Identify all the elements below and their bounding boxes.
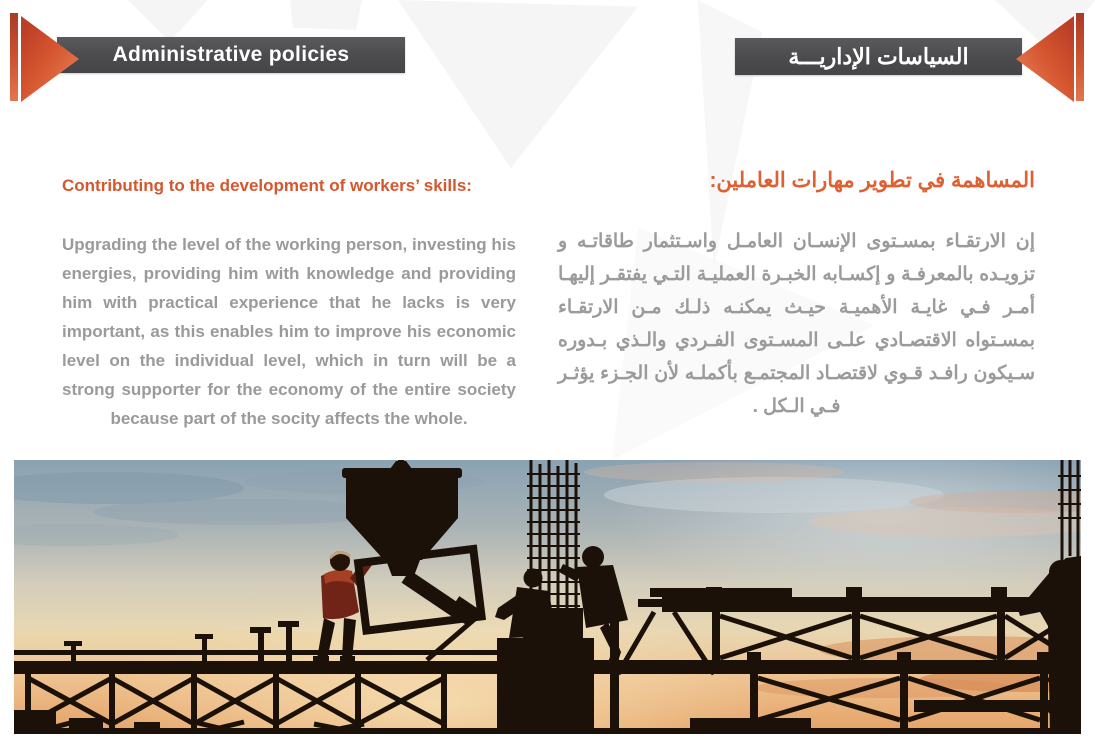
watermark-triangle [398, 0, 638, 168]
construction-photo [14, 460, 1081, 734]
arabic-heading: المساهمة في تطوير مهارات العاملين: [709, 169, 1035, 192]
chevron-arrow-bar-left-icon [10, 13, 18, 101]
header-banner-english-label: Administrative policies [112, 43, 350, 66]
construction-photo-svg [14, 460, 1081, 734]
watermark-shape [290, 0, 362, 30]
chevron-arrow-left-icon [21, 16, 79, 102]
english-paragraph: Upgrading the level of the working person, investing his energies, providing him with knowledge and providing him with practical experience that he lacks is very important, as this enables him to improve his economic level on the individual level, which in turn will be a strong supporter for the economy of the entire society because part of the socity affects the whole. [62, 235, 516, 428]
english-section [62, 176, 516, 433]
header-banner-arabic-label: السياسات الإداريـــة [788, 43, 969, 69]
header-banner-english [57, 37, 405, 73]
watermark-triangle [128, 0, 208, 42]
header-banner-arabic [735, 38, 1022, 75]
english-heading: Contributing to the development of workers’ skills: [62, 176, 472, 195]
arabic-paragraph: إن الارتقـاء بمسـتوى الإنسـان العامـل واسـتثمار طاقاتـه و تزويـده بالمعرفـة و إكسـابه الخبـرة العمليـة التـي يفتقـر إليهـا أمـر فـي غايـة الأهميـة حيـث يمكنـه ذلـك مـن الارتقـاء بمسـتواه الاقتصـادي علـى المسـتوى الفـردي والـذي بـدوره سـيكون رافـد قـوي لاقتصـاد المجتمـع بأكملـه لأن الجـزء يؤثـر فـي الـكل . [558, 231, 1035, 417]
chevron-arrow-bar-right-icon [1076, 13, 1084, 101]
arabic-section [558, 168, 1035, 423]
